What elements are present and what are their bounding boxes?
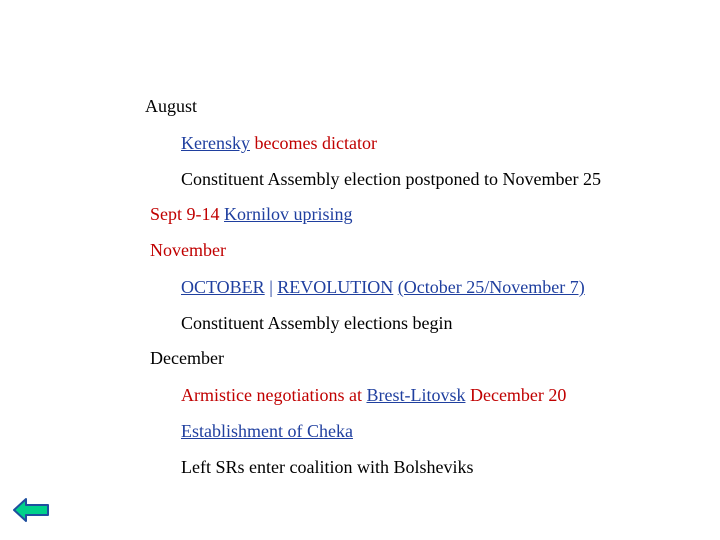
link-kornilov-uprising[interactable]: Kornilov uprising bbox=[224, 204, 353, 224]
link-brest-litovsk[interactable]: Brest-Litovsk bbox=[366, 385, 466, 405]
item-kerensky: Kerensky becomes dictator bbox=[181, 133, 377, 153]
back-button[interactable] bbox=[12, 496, 50, 524]
link-october[interactable]: OCTOBER bbox=[181, 277, 265, 297]
item-october-revolution: OCTOBER | REVOLUTION (October 25/November 7) bbox=[181, 277, 585, 297]
item-assembly-postponed: Constituent Assembly election postponed to November 25 bbox=[181, 169, 601, 189]
link-revolution[interactable]: REVOLUTION bbox=[277, 277, 394, 297]
heading-december: December bbox=[150, 348, 224, 368]
item-kornilov: Sept 9-14 Kornilov uprising bbox=[150, 204, 353, 224]
item-left-srs: Left SRs enter coalition with Bolsheviks bbox=[181, 457, 474, 477]
left-arrow-icon bbox=[12, 496, 50, 524]
link-revolution-dates[interactable]: (October 25/November 7) bbox=[397, 277, 585, 297]
heading-november: November bbox=[150, 240, 226, 260]
link-cheka[interactable]: Establishment of Cheka bbox=[181, 421, 353, 441]
link-kerensky[interactable]: Kerensky bbox=[181, 133, 250, 153]
item-elections-begin: Constituent Assembly elections begin bbox=[181, 313, 453, 333]
heading-august: August bbox=[145, 96, 198, 116]
item-cheka bbox=[181, 420, 353, 442]
item-armistice: Armistice negotiations at Brest-Litovsk December 20 bbox=[181, 385, 567, 405]
